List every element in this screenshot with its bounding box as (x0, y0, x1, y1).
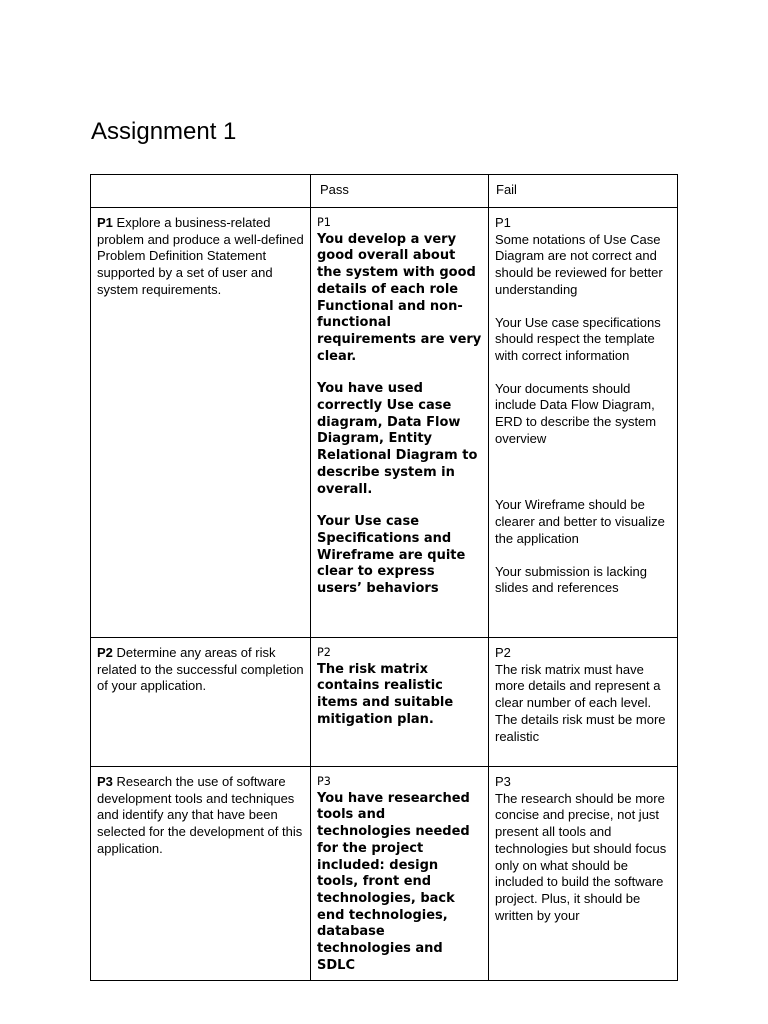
pass-cell-p3 (311, 767, 489, 981)
fail-cell-p2 (489, 638, 678, 767)
table-row (91, 638, 678, 767)
fail-label: P2 (495, 645, 511, 660)
criterion-cell-p2 (91, 638, 311, 767)
table-row (91, 208, 678, 638)
criterion-text: Research the use of software development tools and techniques and identify any that have been selected for the development of this application. (97, 774, 303, 856)
header-pass: Pass (311, 175, 489, 208)
fail-comment: Your documents should include Data Flow Diagram, ERD to describe the system overview (495, 380, 657, 446)
header-criteria (91, 175, 311, 208)
criterion-cell-p1 (91, 208, 311, 638)
fail-comment: The research should be more concise and precise, not just present all tools and technologies but should focus only on what should be included to build the software project. Plus, it should be written by your (495, 790, 667, 923)
criterion-code: P2 (97, 645, 113, 660)
fail-cell-p3 (489, 767, 678, 981)
document-title: Assignment 1 (91, 118, 237, 145)
fail-comment: Some notations of Use Case Diagram are not correct and should be reviewed for better understanding (495, 231, 663, 297)
pass-comment: You have researched tools and technologies needed for the project included: design tools, front end technologies, back end technologies, database technologies and SDLC (317, 790, 470, 973)
fail-label: P1 (495, 215, 511, 230)
pass-cell-p2 (311, 638, 489, 767)
fail-comment: The risk matrix must have more details and represent a clear number of each level. (495, 661, 661, 711)
pass-comment: You develop a very good overall about the system with good details of each role (317, 231, 476, 297)
fail-comment: Your submission is lacking slides and references (495, 563, 647, 596)
pass-label: P1 (317, 216, 331, 229)
pass-comment: Functional and non-functional requirements are very clear. (317, 298, 482, 364)
pass-cell-p1 (311, 208, 489, 638)
pass-label: P2 (317, 646, 331, 659)
criterion-text: Explore a business-related problem and produce a well-defined Problem Definition Statement supported by a set of user and system requirements. (97, 215, 304, 297)
fail-label: P3 (495, 774, 511, 789)
criterion-code: P3 (97, 774, 113, 789)
pass-comment: You have used correctly Use case diagram, Data Flow Diagram, Entity Relational Diagram to describe system in overall. (317, 381, 478, 497)
fail-comment: The details risk must be more realistic (495, 711, 666, 744)
criterion-cell-p3 (91, 767, 311, 981)
pass-label: P3 (317, 775, 331, 788)
assessment-table (90, 174, 678, 981)
pass-comment: Your Use case Specifications and Wireframe are quite clear to express users’ behaviors (317, 514, 466, 597)
fail-comment: Your Wireframe should be clearer and better to visualize the application (495, 497, 665, 546)
fail-comment: Your Use case specifications should respect the template with correct information (495, 314, 661, 363)
criterion-text: Determine any areas of risk related to the successful completion of your application. (97, 645, 304, 694)
fail-cell-p1 (489, 208, 678, 638)
pass-comment: The risk matrix contains realistic items and suitable mitigation plan. (317, 661, 454, 727)
table-header-row (91, 175, 678, 208)
header-fail: Fail (489, 175, 678, 208)
table-row (91, 767, 678, 981)
criterion-code: P1 (97, 215, 113, 230)
